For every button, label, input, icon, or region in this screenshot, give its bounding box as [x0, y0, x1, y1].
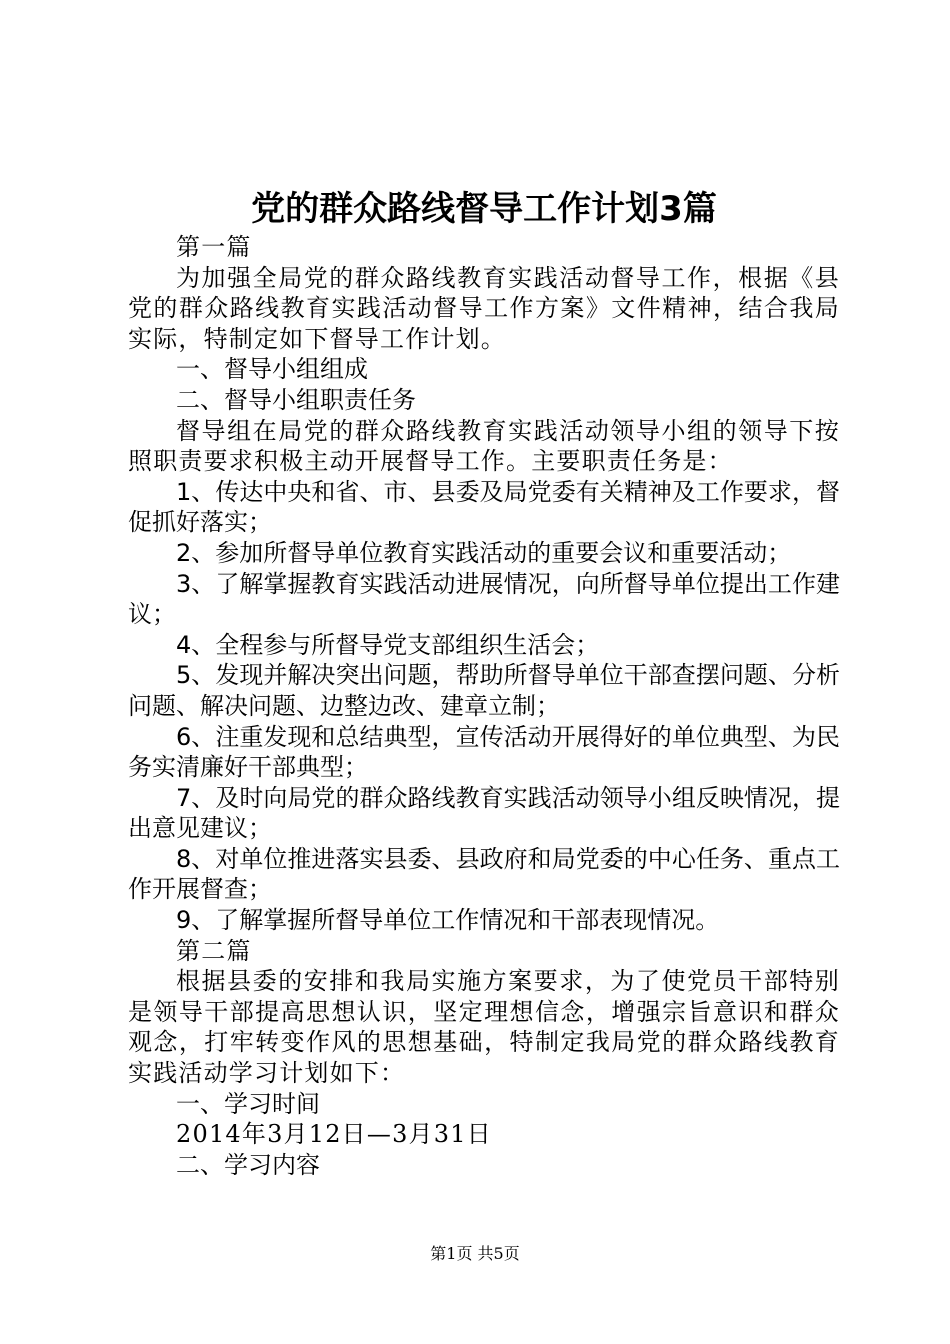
duty-item-4: 4、全程参与所督导党支部组织生活会；: [176, 630, 600, 659]
document-page: [128, 0, 840, 1344]
duty-item-7: 7、及时向局党的群众路线教育实践活动领导小组反映情况，提出意见建议；: [128, 783, 840, 843]
heading-study-content: 二、学习内容: [176, 1150, 320, 1179]
heading-team-duties: 二、督导小组职责任务: [176, 385, 416, 414]
duty-item-2: 2、参加所督导单位教育实践活动的重要会议和重要活动；: [176, 538, 792, 567]
heading-supervision-team: 一、督导小组组成: [176, 355, 368, 384]
study-plan-intro-paragraph: 根据县委的安排和我局实施方案要求，为了使党员干部特别是领导干部提高思想认识，坚定理想信念，增强宗旨意识和群众观念，打牢转变作风的思想基础，特制定我局党的群众路线教育实践活动学习计划如下：: [128, 967, 840, 1088]
duty-item-1: 1、传达中央和省、市、县委及局党委有关精神及工作要求，督促抓好落实；: [128, 477, 840, 537]
page-number-footer: 第1页 共5页: [430, 1244, 520, 1263]
duties-intro-paragraph: 督导组在局党的群众路线教育实践活动领导小组的领导下按照职责要求积极主动开展督导工作。主要职责任务是：: [128, 416, 840, 476]
duty-item-5: 5、发现并解决突出问题，帮助所督导单位干部查摆问题、分析问题、解决问题、边整边改、建章立制；: [128, 661, 840, 720]
section-heading-part-1: 第一篇: [176, 233, 252, 261]
duty-item-6: 6、注重发现和总结典型，宣传活动开展得好的单位典型、为民务实清廉好干部典型；: [128, 722, 840, 782]
document-body: [128, 232, 840, 1180]
document-title: 党的群众路线督导工作计划3篇: [251, 189, 717, 229]
duty-item-3: 3、了解掌握教育实践活动进展情况，向所督导单位提出工作建议；: [128, 569, 840, 629]
duty-item-9: 9、了解掌握所督导单位工作情况和干部表现情况。: [176, 906, 720, 935]
heading-study-time: 一、学习时间: [176, 1089, 320, 1118]
section-heading-part-2: 第二篇: [176, 936, 252, 965]
intro-paragraph: 为加强全局党的群众路线教育实践活动督导工作，根据《县党的群众路线教育实践活动督导工作方案》文件精神，结合我局实际，特制定如下督导工作计划。: [128, 263, 840, 353]
study-time-range: 2014年3月12日—3月31日: [176, 1120, 492, 1149]
duty-item-8: 8、对单位推进落实县委、县政府和局党委的中心任务、重点工作开展督查；: [128, 844, 840, 904]
